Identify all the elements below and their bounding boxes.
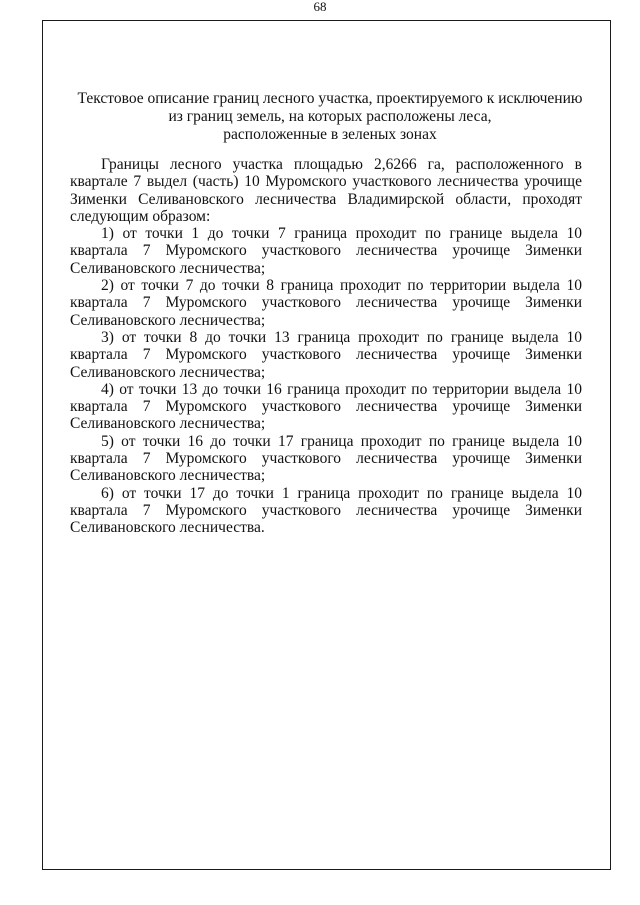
title-line-2: из границ земель, на которых расположены леса, — [168, 108, 492, 125]
title-line-3: расположенные в зеленых зонах — [223, 126, 437, 143]
document-title — [70, 90, 590, 144]
list-item-1: 1) от точки 1 до точки 7 граница проходит по границе выдела 10 квартала 7 Муромского участкового лесничества урочище Зименки Селивановского лесничества; — [70, 225, 582, 277]
list-item-2: 2) от точки 7 до точки 8 граница проходит по территории выдела 10 квартала 7 Муромского участкового лесничества урочище Зименки Селивановского лесничества; — [70, 277, 582, 329]
list-item-5: 5) от точки 16 до точки 17 граница проходит по границе выдела 10 квартала 7 Муромского участкового лесничества урочище Зименки Селивановского лесничества; — [70, 432, 582, 485]
title-line-1: Текстовое описание границ лесного участка, проектируемого к исключению — [77, 90, 583, 107]
page-number: 68 — [313, 0, 327, 14]
list-item-6: 6) от точки 17 до точки 1 граница проходит по границе выдела 10 квартала 7 Муромского участкового лесничества урочище Зименки Селивановского лесничества. — [70, 484, 582, 537]
list-item-4: 4) от точки 13 до точки 16 граница проходит по территории выдела 10 квартала 7 Муромского участкового лесничества урочище Зименки Селивановского лесничества; — [70, 380, 582, 433]
list-item-3: 3) от точки 8 до точки 13 граница проходит по границе выдела 10 квартала 7 Муромского участкового лесничества урочище Зименки Селивановского лесничества; — [70, 328, 582, 381]
intro-paragraph: Границы лесного участка площадью 2,6266 га, расположенного в квартале 7 выдел (часть) 10 Муромского участкового лесничества урочище Зименки Селивановского лесничества Владимирской области, проходят следующим образом: — [70, 156, 582, 225]
document-body — [70, 156, 582, 537]
